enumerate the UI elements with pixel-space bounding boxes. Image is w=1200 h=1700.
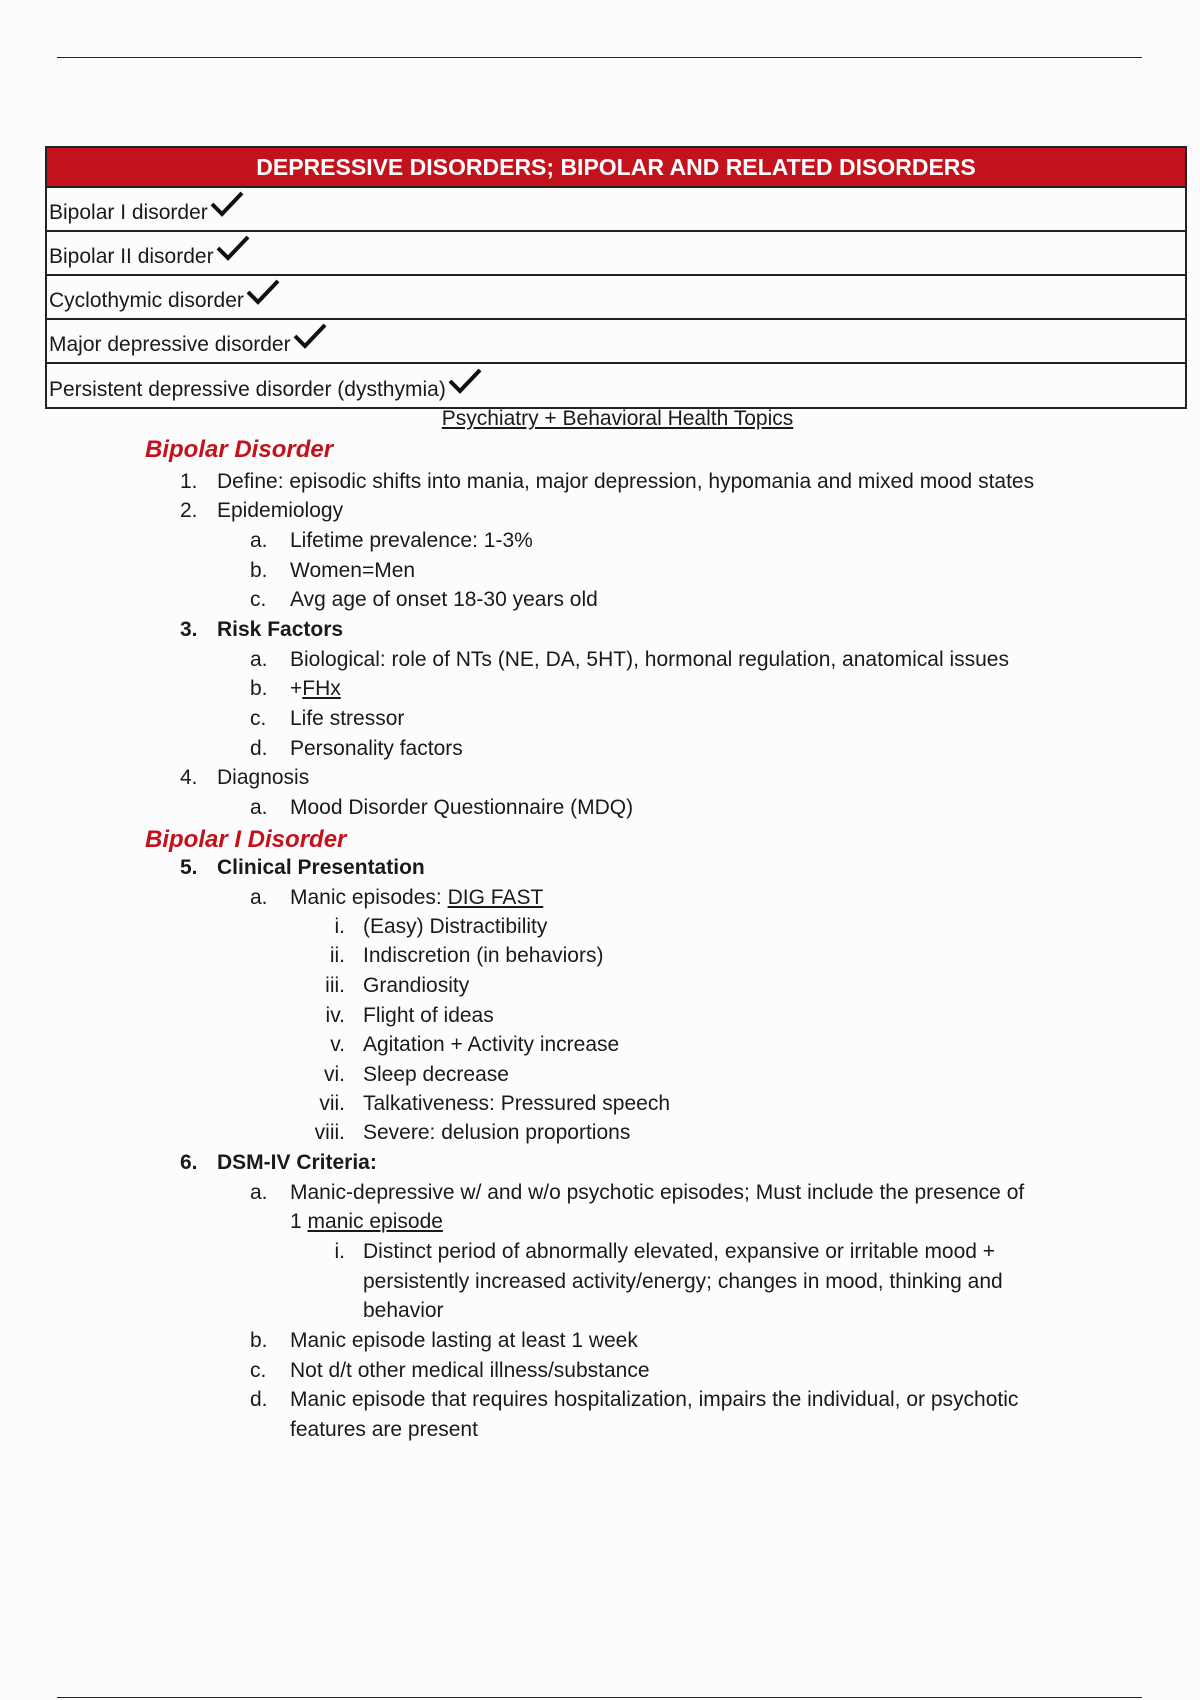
section-heading-bipolar: Bipolar Disorder — [145, 436, 334, 463]
one-prefix: 1 — [290, 1210, 308, 1233]
list-item-text: Mood Disorder Questionnaire (MDQ) — [290, 796, 634, 819]
dig-fast-underlined: DIG FAST — [447, 886, 544, 909]
list-roman: v. — [330, 1033, 345, 1056]
topic-label: Bipolar I disorder — [49, 201, 208, 224]
plus-prefix: + — [290, 677, 303, 700]
list-letter: d. — [250, 1388, 268, 1411]
topic-row — [47, 188, 1185, 232]
list-item-text — [290, 1210, 443, 1234]
list-letter: a. — [250, 796, 268, 819]
list-item-text: behavior — [363, 1299, 444, 1322]
section-heading-bipolar-i: Bipolar I Disorder — [145, 826, 347, 853]
checkmark-icon — [216, 235, 250, 261]
topic-label: Persistent depressive disorder (dysthymia) — [49, 378, 446, 401]
list-item-text: persistently increased activity/energy; changes in mood, thinking and — [363, 1270, 1003, 1293]
list-letter: d. — [250, 737, 268, 760]
list-item-text: features are present — [290, 1418, 478, 1441]
list-item-text: Lifetime prevalence: 1-3% — [290, 529, 533, 552]
list-number: 1. — [180, 470, 198, 493]
list-item-text: Manic episode lasting at least 1 week — [290, 1329, 638, 1352]
list-item-heading: Clinical Presentation — [217, 856, 425, 879]
manic-episode-underlined: manic episode — [307, 1210, 443, 1233]
list-roman: iii. — [325, 974, 345, 997]
list-item-text: Avg age of onset 18-30 years old — [290, 588, 598, 611]
list-item-text: Distinct period of abnormally elevated, expansive or irritable mood + — [363, 1240, 996, 1263]
list-roman: viii. — [314, 1121, 345, 1144]
list-number: 2. — [180, 499, 198, 522]
list-item-text: Diagnosis — [217, 766, 310, 789]
list-item-text: Personality factors — [290, 737, 463, 760]
list-item-text — [290, 677, 341, 701]
list-item-text: Biological: role of NTs (NE, DA, 5HT), hormonal regulation, anatomical issues — [290, 648, 1009, 671]
list-item-text: Manic episode that requires hospitalization, impairs the individual, or psychotic — [290, 1388, 1019, 1411]
list-letter: b. — [250, 677, 268, 700]
list-item-text: Not d/t other medical illness/substance — [290, 1359, 650, 1382]
list-number: 4. — [180, 766, 198, 789]
list-roman: iv. — [325, 1004, 345, 1027]
list-letter: c. — [250, 588, 267, 611]
footer-rule — [57, 1697, 1142, 1698]
list-item-text: Sleep decrease — [363, 1063, 509, 1086]
list-item-text: (Easy) Distractibility — [363, 915, 548, 938]
topic-row — [47, 364, 1185, 407]
header-rule — [57, 57, 1142, 58]
list-number: 6. — [180, 1151, 198, 1174]
list-item-text: Define: episodic shifts into mania, major depression, hypomania and mixed mood states — [217, 470, 1035, 493]
topic-label: Cyclothymic disorder — [49, 289, 244, 312]
list-item-text — [290, 886, 543, 910]
manic-episodes-prefix: Manic episodes: — [290, 886, 448, 909]
checkmark-icon — [448, 368, 482, 394]
topic-label: Bipolar II disorder — [49, 245, 214, 268]
list-roman: vii. — [319, 1092, 345, 1115]
list-item-text: Women=Men — [290, 559, 416, 582]
list-letter: a. — [250, 1181, 268, 1204]
list-item-text: Indiscretion (in behaviors) — [363, 944, 604, 967]
list-item-heading: DSM-IV Criteria: — [217, 1151, 377, 1174]
list-letter: a. — [250, 648, 268, 671]
list-roman: vi. — [324, 1063, 345, 1086]
topics-table — [45, 146, 1187, 409]
topic-label: Major depressive disorder — [49, 333, 291, 356]
checkmark-icon — [293, 323, 327, 349]
list-number: 3. — [180, 618, 198, 641]
list-roman: i. — [334, 1240, 345, 1263]
topic-row — [47, 276, 1185, 320]
list-letter: a. — [250, 886, 268, 909]
list-letter: a. — [250, 529, 268, 552]
fhx-underlined: FHx — [302, 677, 341, 700]
list-letter: c. — [250, 707, 267, 730]
list-number: 5. — [180, 856, 198, 879]
list-item-text: Talkativeness: Pressured speech — [363, 1092, 670, 1115]
list-letter: b. — [250, 559, 268, 582]
list-roman: i. — [334, 915, 345, 938]
list-item-text: Grandiosity — [363, 974, 470, 997]
list-letter: c. — [250, 1359, 267, 1382]
checkmark-icon — [246, 279, 280, 305]
list-item-text: Epidemiology — [217, 499, 344, 522]
topic-row — [47, 320, 1185, 364]
list-item-text: Life stressor — [290, 707, 405, 730]
list-item-text: Severe: delusion proportions — [363, 1121, 631, 1144]
topic-row — [47, 232, 1185, 276]
list-item-text: Agitation + Activity increase — [363, 1033, 620, 1056]
page-subtitle: Psychiatry + Behavioral Health Topics — [441, 407, 794, 430]
list-item-text: Manic-depressive w/ and w/o psychotic episodes; Must include the presence of — [290, 1181, 1025, 1204]
list-item-heading: Risk Factors — [217, 618, 344, 641]
checkmark-icon — [210, 191, 244, 217]
list-roman: ii. — [329, 944, 345, 967]
list-item-text: Flight of ideas — [363, 1004, 494, 1027]
list-letter: b. — [250, 1329, 268, 1352]
table-header: DEPRESSIVE DISORDERS; BIPOLAR AND RELATED DISORDERS — [47, 148, 1185, 188]
